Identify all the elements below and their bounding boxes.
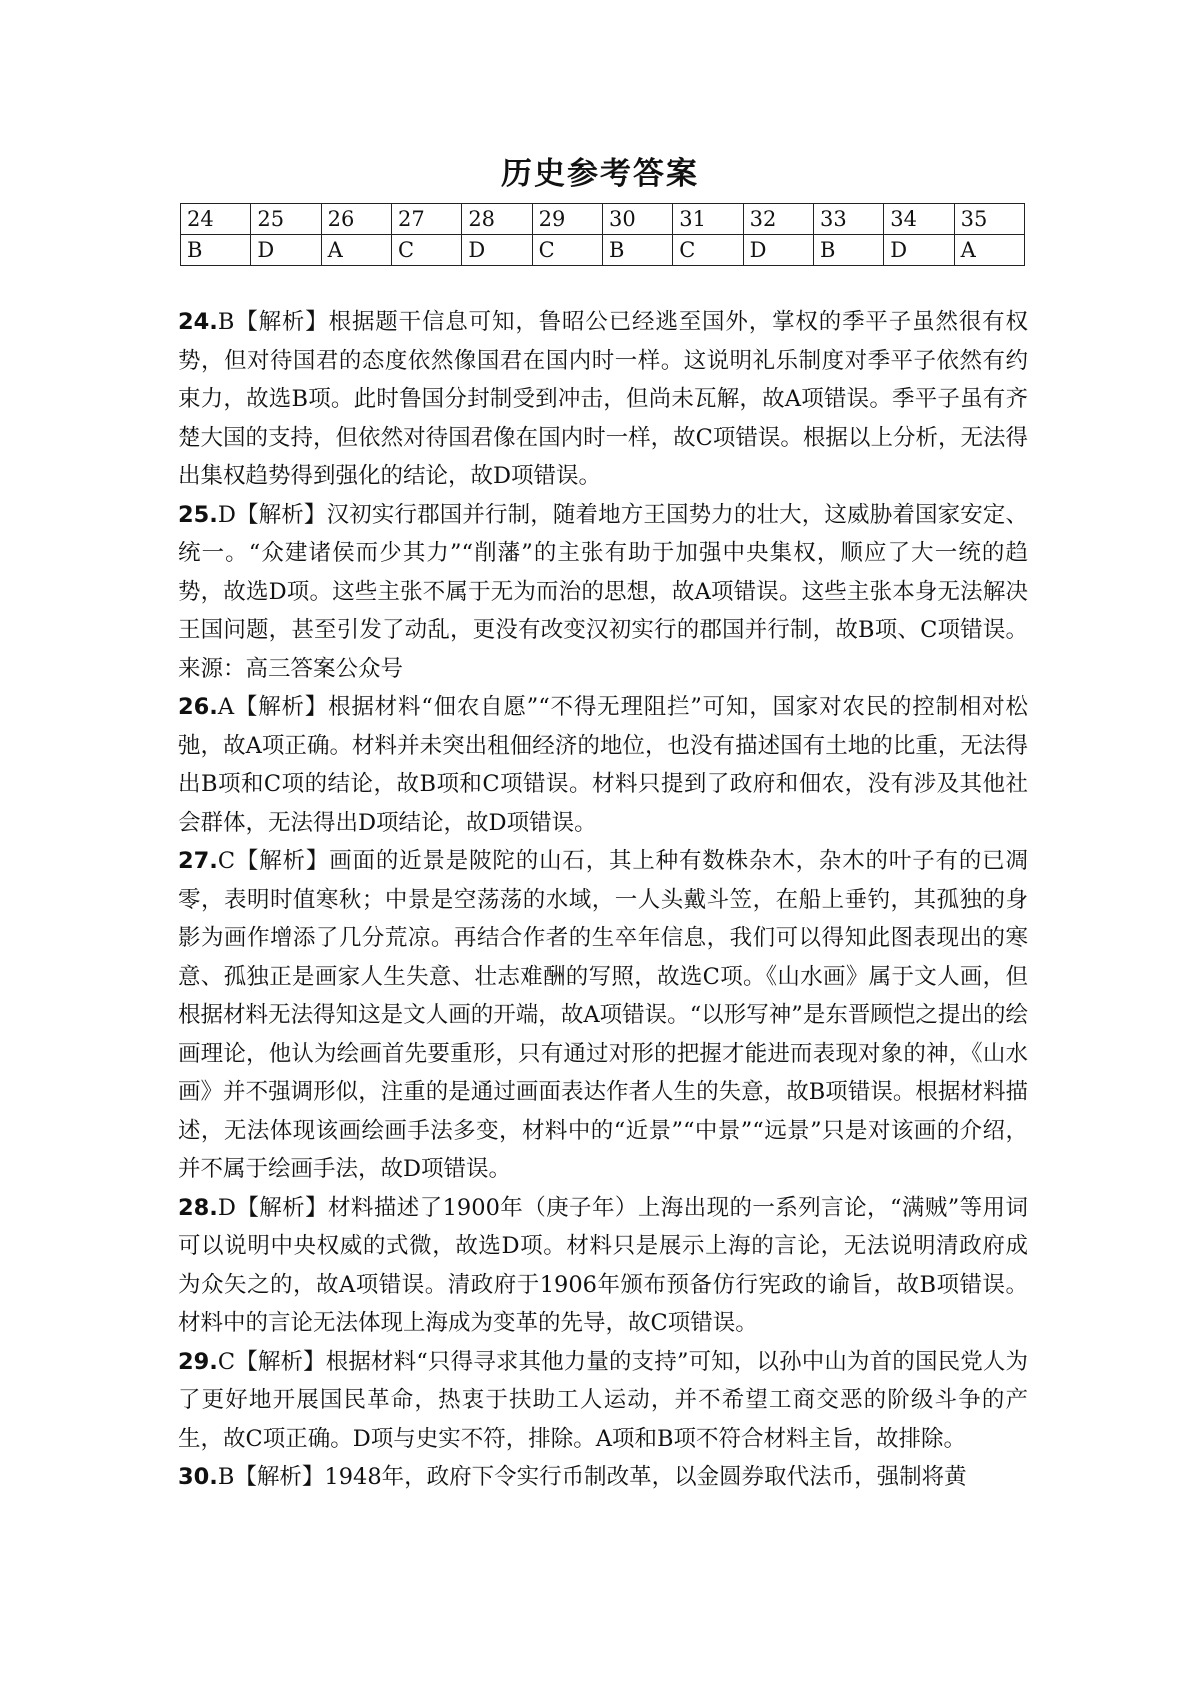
explanation-text: 画面的近景是陂陀的山石，其上种有数株杂木，杂木的叶子有的已凋零，表明时值寒秋；中景是空荡荡的水域，一人头戴斗笠，在船上垂钓，其孤独的身影为画作增添了几分荒凉。再结合作者的生卒年信息，我们可以得知此图表现出的寒意、孤独正是画家人生失意、壮志难酬的写照，故选C项。《山水画》属于文人画，但根据材料无法得知这是文人画的开端，故A项错误。“以形写神”是东晋顾恺之提出的绘画理论，他认为绘画首先要重形，只有通过对形的把握才能进而表现对象的神，《山水画》并不强调形似，注重的是通过画面表达作者人生的失意，故B项错误。根据材料描述，无法体现该画绘画手法多变，材料中的“近景”“中景”“远景”只是对该画的介绍，并不属于绘画手法，故D项错误。 <box>178 848 1028 1182</box>
explanations <box>178 303 1028 1497</box>
question-number-row <box>181 204 1025 235</box>
table-cell: 28 <box>462 204 532 235</box>
answer-table <box>180 203 1025 266</box>
explanation-26 <box>178 688 1028 842</box>
explanation-text: 1948年，政府下令实行币制改革，以金圆券取代法币，强制将黄 <box>324 1464 967 1490</box>
explanation-29 <box>178 1343 1028 1459</box>
answer-letter: C <box>217 848 236 874</box>
answer-letter: C <box>217 1348 236 1375</box>
explanation-25 <box>178 496 1028 689</box>
analysis-tag: 【解析】 <box>235 1348 326 1375</box>
answer-letter: B <box>217 1464 235 1490</box>
answer-letter: D <box>217 501 236 528</box>
table-cell: B <box>181 235 251 266</box>
table-cell: C <box>673 235 743 266</box>
table-cell: C <box>532 235 602 266</box>
analysis-tag: 【解析】 <box>234 309 329 335</box>
table-cell: B <box>602 235 672 266</box>
table-cell: 33 <box>813 204 883 235</box>
table-cell: 25 <box>251 204 321 235</box>
table-cell: 35 <box>954 204 1024 235</box>
answer-letter-row <box>181 235 1025 266</box>
analysis-tag: 【解析】 <box>234 694 329 720</box>
analysis-tag: 【解析】 <box>234 1464 325 1490</box>
question-number: 26. <box>178 694 218 720</box>
table-cell: A <box>321 235 391 266</box>
explanation-text: 根据材料“佃农自愿”“不得无理阻拦”可知，国家对农民的控制相对松弛，故A项正确。材料并未突出租佃经济的地位，也没有描述国有土地的比重，无法得出B项和C项的结论，故B项和C项错误。材料只提到了政府和佃农，没有涉及其他社会群体，无法得出D项结论，故D项错误。 <box>178 694 1028 836</box>
explanation-text: 根据题干信息可知，鲁昭公已经逃至国外，掌权的季平子虽然很有权势，但对待国君的态度依然像国君在国内时一样。这说明礼乐制度对季平子依然有约束力，故选B项。此时鲁国分封制受到冲击，但尚未瓦解，故A项错误。季平子虽有齐楚大国的支持，但依然对待国君像在国内时一样，故C项错误。根据以上分析，无法得出集权趋势得到强化的结论，故D项错误。 <box>178 309 1028 489</box>
explanation-text: 材料描述了1900年（庚子年）上海出现的一系列言论，“满贼”等用词可以说明中央权威的式微，故选D项。材料只是展示上海的言论，无法说明清政府成为众矢之的，故A项错误。清政府于1906年颁布预备仿行宪政的谕旨，故B项错误。材料中的言论无法体现上海成为变革的先导，故C项错误。 <box>178 1194 1028 1336</box>
table-cell: 24 <box>181 204 251 235</box>
table-cell: D <box>251 235 321 266</box>
explanation-24 <box>178 303 1028 496</box>
table-cell: 34 <box>884 204 954 235</box>
explanation-text: 根据材料“只得寻求其他力量的支持”可知，以孙中山为首的国民党人为了更好地开展国民革命，热衷于扶助工人运动，并不希望工商交恶的阶级斗争的产生，故C项正确。D项与史实不符，排除。A项和B项不符合材料主旨，故排除。 <box>178 1348 1028 1452</box>
table-cell: D <box>743 235 813 266</box>
table-cell: 30 <box>602 204 672 235</box>
explanation-30 <box>178 1458 1028 1497</box>
table-cell: D <box>462 235 532 266</box>
analysis-tag: 【解析】 <box>235 1194 329 1221</box>
table-cell: 29 <box>532 204 602 235</box>
question-number: 30. <box>178 1464 218 1490</box>
table-cell: 32 <box>743 204 813 235</box>
table-cell: 31 <box>673 204 743 235</box>
explanation-text: 汉初实行郡国并行制，随着地方王国势力的壮大，这威胁着国家安定、统一。“众建诸侯而少其力”“削藩”的主张有助于加强中央集权，顺应了大一统的趋势，故选D项。这些主张不属于无为而治的思想，故A项错误。这些主张本身无法解决王国问题，甚至引发了动乱，更没有改变汉初实行的郡国并行制，故B项、C项错误。来源：高三答案公众号 <box>178 501 1028 682</box>
table-cell: B <box>813 235 883 266</box>
answer-letter: A <box>217 694 235 720</box>
question-number: 28. <box>178 1194 218 1221</box>
explanation-28 <box>178 1189 1028 1343</box>
table-cell: 27 <box>391 204 461 235</box>
analysis-tag: 【解析】 <box>235 501 327 528</box>
explanation-27 <box>178 842 1028 1189</box>
answer-letter: D <box>217 1194 236 1221</box>
question-number: 27. <box>178 848 218 874</box>
question-number: 25. <box>178 501 218 528</box>
table-cell: A <box>954 235 1024 266</box>
table-cell: 26 <box>321 204 391 235</box>
page-title: 历史参考答案 <box>501 156 699 192</box>
analysis-tag: 【解析】 <box>235 848 330 874</box>
table-cell: D <box>884 235 954 266</box>
answer-letter: B <box>217 309 235 335</box>
question-number: 29. <box>178 1348 218 1375</box>
table-cell: C <box>391 235 461 266</box>
question-number: 24. <box>178 309 218 335</box>
